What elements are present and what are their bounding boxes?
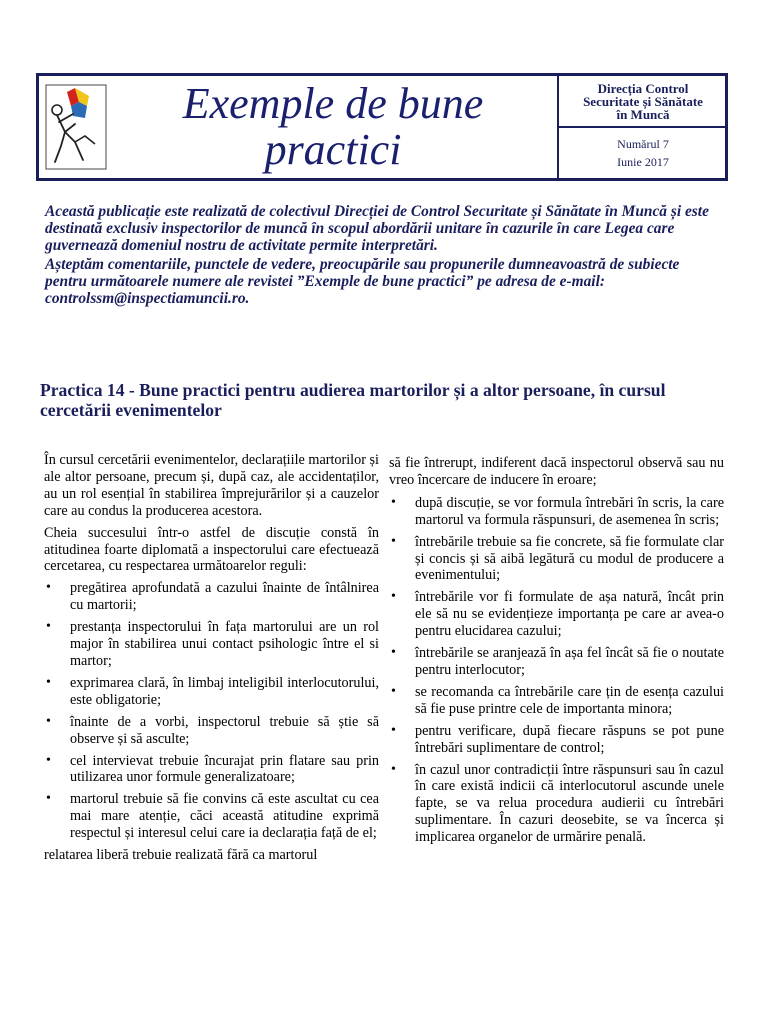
title-line-1: Exemple de bune <box>182 79 484 128</box>
issue-date: Iunie 2017 <box>617 155 669 169</box>
directorate-line-2: Securitate și Sănătate <box>583 93 703 109</box>
rules-list-right <box>389 495 724 846</box>
left-column <box>44 452 379 869</box>
issue-details <box>559 128 727 178</box>
masthead <box>36 73 728 181</box>
list-item: • cel intervievat trebuie încurajat prin flatare sau prin utilizarea unor formule generalizatoare; <box>44 753 379 787</box>
list-item: • întrebările vor fi formulate de așa natură, încât prin ele să nu se evidențieze importanța pe care ar avea-o pentru elucidarea cazului; <box>389 589 724 640</box>
intro-paragraph-1: Această publicație este realizată de colectivul Direcției de Control Securitate și Sănătate în Muncă și este destinată exclusiv inspectorilor de muncă în scopul abordării unitare în cazurile în care Legea care guvernează domeniul nostru de activitate permite interpretări. <box>45 203 709 254</box>
title-line-2: practici <box>264 125 402 174</box>
worker-safety-logo-icon <box>45 84 107 170</box>
list-item: • înainte de a vorbi, inspectorul trebuie să știe să observe și să asculte; <box>44 714 379 748</box>
list-item: • martorul trebuie să fie convins că este ascultat cu cea mai mare atenție, căci această atitudine exprimă respectul și interesul celui care ia declarația față de el; <box>44 791 379 842</box>
left-paragraph-3: relatarea liberă trebuie realizată fără ca martorul <box>44 847 318 864</box>
list-item: • pregătirea aprofundată a cazului înainte de întâlnirea cu martorii; <box>44 580 379 614</box>
issue-number: Numărul 7 <box>617 137 669 151</box>
list-item: • după discuție, se vor formula întrebări în scris, la care martorul va formula răspunsuri, de asemenea în scris; <box>389 495 724 529</box>
directorate-line-3: în Muncă <box>616 106 670 122</box>
directorate-line-1: Direcția Control <box>597 80 689 96</box>
intro-paragraph-2: Așteptăm comentariile, punctele de vedere, preocupările sau propunerile dumneavoastră de subiecte pentru următoarele numere ale revistei ”Exemple de bune practici” pe adresa de e-mail: controlssm@inspectiamuncii.ro. <box>45 256 680 307</box>
list-item: • prestanța inspectorului în fața martorului are un rol major în stabilirea unui contact psihologic între el si martor; <box>44 619 379 670</box>
directorate-name <box>559 76 727 128</box>
intro-text <box>45 203 725 309</box>
publication-title <box>109 76 557 178</box>
list-item: • se recomanda ca întrebările care țin de esența cazului să fie puse printre cele de importanta minora; <box>389 684 724 718</box>
list-item: • în cazul unor contradicții între răspunsuri sau în cazul în care există indicii că interlocutorul ascunde unele fapte, se va relua procedura audierii cu întrebări suplimentare. În cazuri deosebite, se va încerca și implicarea organelor de urmărire penală. <box>389 762 724 847</box>
left-paragraph-1: În cursul cercetării evenimentelor, declarațiile martorilor și ale altor persoane, precum și, după caz, ale accidentaților, au un rol esențial în stabilirea împrejurărilor și a cauzelor care au condus la producerea acestora. <box>44 452 379 519</box>
list-item: • întrebările trebuie sa fie concrete, să fie formulate clar și concis și să aibă legătură cu modul de producere a evenimentului; <box>389 534 724 585</box>
right-continuation: să fie întrerupt, indiferent dacă inspectorul observă sau nu vreo încercare de inducere în eroare; <box>389 455 724 488</box>
issue-info-panel <box>557 76 727 178</box>
rules-list-left <box>44 580 379 842</box>
list-item: • întrebările se aranjează în așa fel încât să fie o noutate pentru interlocutor; <box>389 645 724 679</box>
list-item: • pentru verificare, după fiecare răspuns se pot pune întrebări suplimentare de control; <box>389 723 724 757</box>
list-item: • exprimarea clară, în limbaj inteligibil interlocutorului, este obligatorie; <box>44 675 379 709</box>
right-column <box>389 455 724 851</box>
practice-heading: Practica 14 - Bune practici pentru audierea martorilor și a altor persoane, în cursul cercetării evenimentelor <box>40 380 666 420</box>
left-paragraph-2: Cheia succesului într-o astfel de discuție constă în atitudinea foarte diplomată a inspectorului care efectuează cercetarea, cu respectarea următoarelor reguli: <box>44 524 379 575</box>
